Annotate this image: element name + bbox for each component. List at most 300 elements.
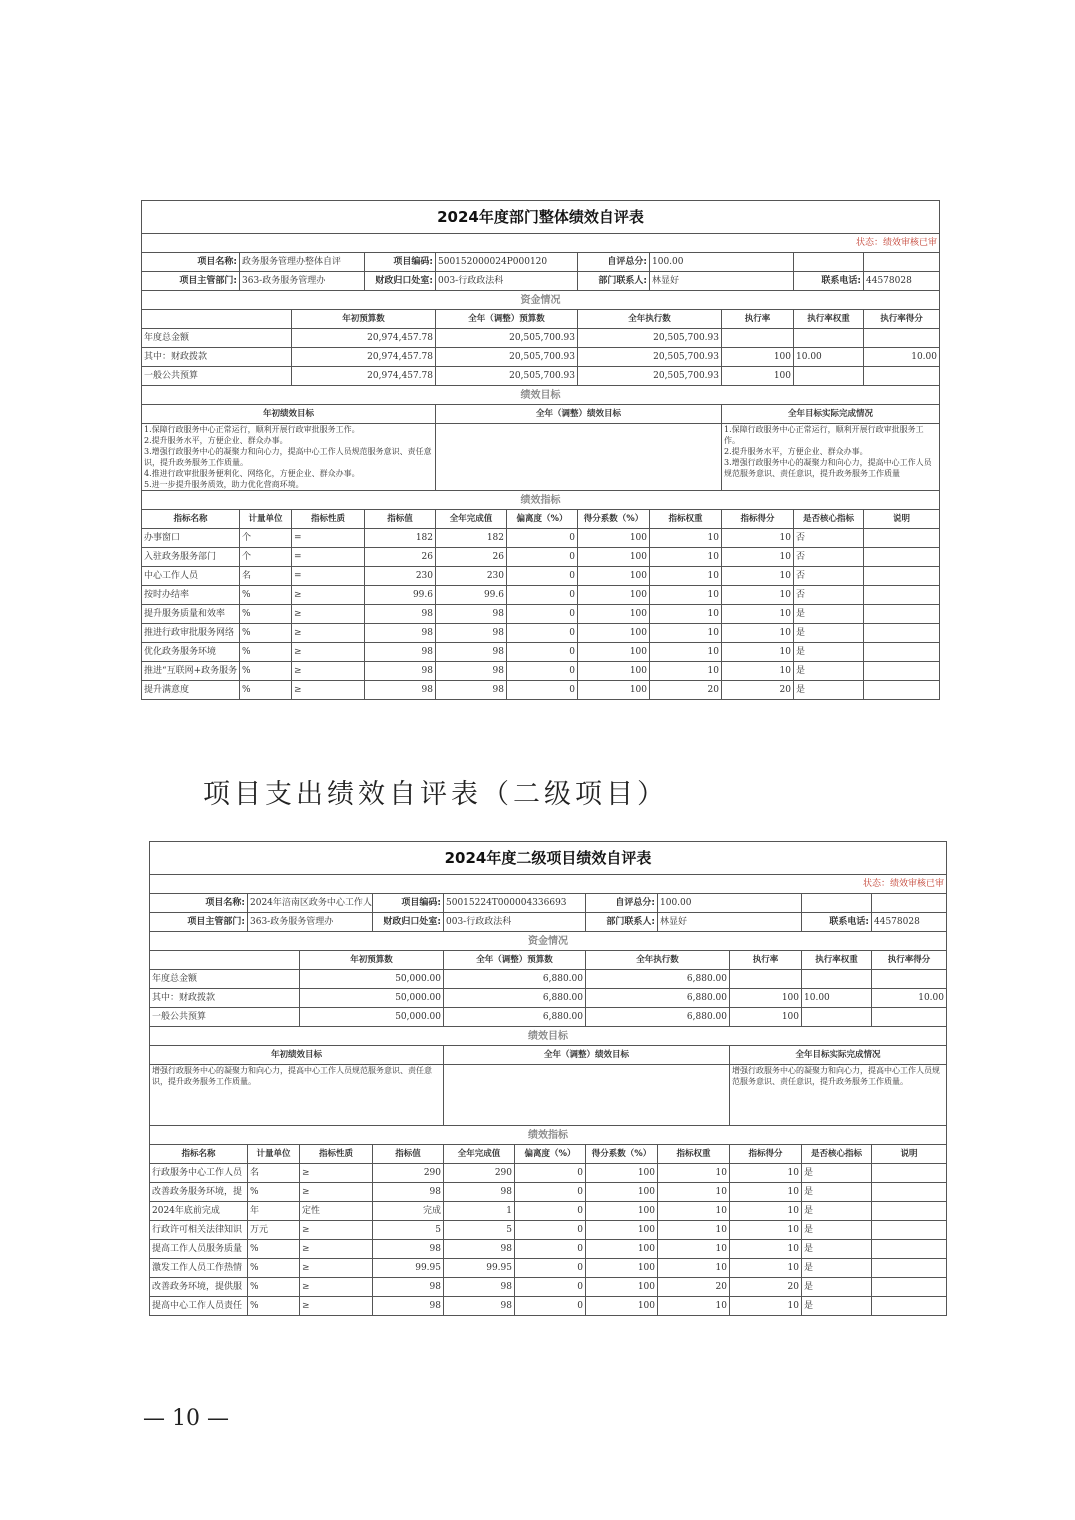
cell-weight: 10 bbox=[658, 1202, 730, 1221]
cell-note bbox=[864, 643, 940, 662]
cell-actual: 230 bbox=[436, 567, 507, 586]
col-header: 偏离度（%） bbox=[515, 1145, 586, 1164]
cell-weight: 10 bbox=[650, 662, 722, 681]
table-title: 2024年度部门整体绩效自评表 bbox=[142, 201, 940, 234]
project-name-value: 政务服务管理办整体自评 bbox=[240, 253, 365, 272]
col-header: 指标值 bbox=[365, 510, 436, 529]
cell-name: 2024年底前完成 bbox=[150, 1202, 248, 1221]
table-row bbox=[150, 1164, 947, 1183]
cell-dev: 0 bbox=[507, 605, 578, 624]
cell-note bbox=[872, 1259, 947, 1278]
cell: 20,505,700.93 bbox=[578, 329, 722, 348]
cell-weight: 10 bbox=[650, 548, 722, 567]
funds-row bbox=[142, 348, 940, 367]
field-label: 项目编码: bbox=[365, 253, 436, 272]
cell bbox=[864, 329, 940, 348]
field-label: 项目编码: bbox=[373, 894, 444, 913]
cell-coef: 100 bbox=[586, 1297, 658, 1316]
cell: 100 bbox=[722, 367, 794, 386]
finance-value: 003-行政政法科 bbox=[436, 272, 578, 291]
table-row bbox=[150, 1297, 947, 1316]
cell-nature: ≥ bbox=[300, 1164, 373, 1183]
cell-score: 10 bbox=[722, 529, 794, 548]
cell-target: 完成 bbox=[373, 1202, 444, 1221]
project-code-value: 50015224T000004336693 bbox=[444, 894, 586, 913]
cell-actual: 5 bbox=[444, 1221, 515, 1240]
cell-score: 10 bbox=[730, 1183, 802, 1202]
score-value: 100.00 bbox=[658, 894, 802, 913]
row-label: 其中：财政拨款 bbox=[150, 989, 300, 1008]
cell-nature: ≥ bbox=[300, 1278, 373, 1297]
cell-score: 10 bbox=[722, 624, 794, 643]
cell-nature: = bbox=[292, 567, 365, 586]
cell-core: 否 bbox=[794, 548, 864, 567]
cell-dev: 0 bbox=[507, 567, 578, 586]
cell-dev: 0 bbox=[515, 1297, 586, 1316]
col-header: 是否核心指标 bbox=[802, 1145, 872, 1164]
cell-core: 是 bbox=[802, 1183, 872, 1202]
cell-dev: 0 bbox=[507, 586, 578, 605]
cell-nature: ≥ bbox=[300, 1183, 373, 1202]
col-header: 执行率 bbox=[722, 310, 794, 329]
cell-weight: 10 bbox=[658, 1164, 730, 1183]
cell-core: 是 bbox=[802, 1297, 872, 1316]
table-row bbox=[150, 1183, 947, 1202]
cell-actual: 1 bbox=[444, 1202, 515, 1221]
cell-unit: % bbox=[240, 681, 292, 700]
empty-cell bbox=[872, 894, 947, 913]
empty-cell bbox=[142, 310, 292, 329]
cell-core: 否 bbox=[794, 586, 864, 605]
cell-score: 10 bbox=[722, 548, 794, 567]
cell-weight: 10 bbox=[658, 1259, 730, 1278]
cell bbox=[802, 970, 872, 989]
cell bbox=[794, 367, 864, 386]
cell bbox=[864, 367, 940, 386]
cell-weight: 10 bbox=[658, 1297, 730, 1316]
project-name-value: 2024年涪南区政务中心工作人 bbox=[248, 894, 373, 913]
cell-target: 26 bbox=[365, 548, 436, 567]
cell: 100 bbox=[722, 348, 794, 367]
cell-name: 优化政务服务环境 bbox=[142, 643, 240, 662]
cell-core: 是 bbox=[794, 681, 864, 700]
cell-unit: % bbox=[248, 1240, 300, 1259]
cell-name: 行政许可相关法律知识 bbox=[150, 1221, 248, 1240]
project-code-value: 500152000024P000120 bbox=[436, 253, 578, 272]
cell-actual: 26 bbox=[436, 548, 507, 567]
cell-unit: 个 bbox=[240, 548, 292, 567]
col-header: 是否核心指标 bbox=[794, 510, 864, 529]
field-label: 联系电话: bbox=[794, 272, 864, 291]
cell-nature: ≥ bbox=[292, 605, 365, 624]
col-header: 年初预算数 bbox=[300, 951, 444, 970]
cell-dev: 0 bbox=[515, 1183, 586, 1202]
goal-actual-text: 1.保障行政服务中心正常运行，顺利开展行政审批服务工作。 2.提升服务水平，方便企业、群众办事。 3.增强行政服务中心的凝聚力和向心力，提高中心工作人员规范服务意识、责任意识，提升政务服务工作质量 bbox=[722, 424, 940, 491]
funds-row bbox=[150, 989, 947, 1008]
cell bbox=[802, 1008, 872, 1027]
dept-value: 363-政务服务管理办 bbox=[240, 272, 365, 291]
cell-unit: % bbox=[248, 1183, 300, 1202]
col-header: 执行率得分 bbox=[864, 310, 940, 329]
col-header: 指标性质 bbox=[292, 510, 365, 529]
cell-coef: 100 bbox=[586, 1202, 658, 1221]
cell-note bbox=[864, 586, 940, 605]
cell-target: 98 bbox=[373, 1183, 444, 1202]
section-goals: 绩效目标 bbox=[150, 1027, 947, 1046]
cell: 20,974,457.78 bbox=[292, 348, 436, 367]
cell-name: 提升满意度 bbox=[142, 681, 240, 700]
cell-unit: % bbox=[248, 1259, 300, 1278]
cell-dev: 0 bbox=[507, 681, 578, 700]
field-label: 自评总分: bbox=[586, 894, 658, 913]
cell-note bbox=[864, 605, 940, 624]
empty-cell bbox=[802, 894, 872, 913]
cell-name: 激发工作人员工作热情 bbox=[150, 1259, 248, 1278]
col-header: 年初预算数 bbox=[292, 310, 436, 329]
empty-cell bbox=[864, 253, 940, 272]
field-label: 联系电话: bbox=[802, 913, 872, 932]
cell-target: 99.6 bbox=[365, 586, 436, 605]
cell-actual: 99.95 bbox=[444, 1259, 515, 1278]
cell-name: 推进行政审批服务网络 bbox=[142, 624, 240, 643]
cell: 20,974,457.78 bbox=[292, 329, 436, 348]
cell-coef: 100 bbox=[586, 1278, 658, 1297]
table-row bbox=[150, 1240, 947, 1259]
col-header: 全年目标实际完成情况 bbox=[722, 405, 940, 424]
cell-unit: % bbox=[248, 1278, 300, 1297]
table-row bbox=[142, 567, 940, 586]
cell-unit: 名 bbox=[248, 1164, 300, 1183]
dept-performance-table bbox=[141, 200, 940, 700]
col-header: 全年完成值 bbox=[436, 510, 507, 529]
field-label: 部门联系人: bbox=[578, 272, 650, 291]
cell-name: 推进“互联网+政务服务 bbox=[142, 662, 240, 681]
cell-note bbox=[872, 1164, 947, 1183]
cell-coef: 100 bbox=[586, 1183, 658, 1202]
cell-core: 是 bbox=[802, 1202, 872, 1221]
funds-row bbox=[142, 367, 940, 386]
goal-adjusted-text bbox=[444, 1065, 730, 1126]
cell-target: 98 bbox=[373, 1278, 444, 1297]
field-label: 项目主管部门: bbox=[142, 272, 240, 291]
col-header: 年初绩效目标 bbox=[142, 405, 436, 424]
col-header: 指标名称 bbox=[142, 510, 240, 529]
goal-initial-text: 增强行政服务中心的凝聚力和向心力，提高中心工作人员规范服务意识、责任意识，提升政务服务工作质量。 bbox=[150, 1065, 444, 1126]
cell-note bbox=[864, 681, 940, 700]
table-row bbox=[142, 662, 940, 681]
cell-unit: % bbox=[240, 586, 292, 605]
cell-actual: 98 bbox=[444, 1278, 515, 1297]
contact-value: 林显好 bbox=[658, 913, 802, 932]
cell: 100 bbox=[730, 1008, 802, 1027]
cell: 50,000.00 bbox=[300, 989, 444, 1008]
cell-coef: 100 bbox=[578, 643, 650, 662]
cell-core: 是 bbox=[794, 662, 864, 681]
cell-note bbox=[872, 1202, 947, 1221]
cell-dev: 0 bbox=[507, 662, 578, 681]
cell-nature: ≥ bbox=[292, 586, 365, 605]
field-label: 项目主管部门: bbox=[150, 913, 248, 932]
field-label: 部门联系人: bbox=[586, 913, 658, 932]
cell-dev: 0 bbox=[515, 1164, 586, 1183]
cell-note bbox=[872, 1183, 947, 1202]
goal-initial-text: 1.保障行政服务中心正常运行，顺利开展行政审批服务工作。 2.提升服务水平，方便企业、群众办事。 3.增强行政服务中心的凝聚力和向心力，提高中心工作人员规范服务意识、责任意识，提升政务服务工作质量。 4.推进行政审批服务便利化、网络化，方便企业、群众办事。 5.进一步提升服务质效，助力优化营商环境。 bbox=[142, 424, 436, 491]
cell: 6,880.00 bbox=[444, 970, 586, 989]
cell: 20,505,700.93 bbox=[436, 348, 578, 367]
cell-nature: ≥ bbox=[292, 662, 365, 681]
cell-note bbox=[872, 1221, 947, 1240]
cell: 10.00 bbox=[864, 348, 940, 367]
col-header: 指标权重 bbox=[658, 1145, 730, 1164]
cell-core: 是 bbox=[794, 605, 864, 624]
cell-unit: 名 bbox=[240, 567, 292, 586]
cell-nature: ≥ bbox=[292, 643, 365, 662]
cell-dev: 0 bbox=[515, 1240, 586, 1259]
col-header: 得分系数（%） bbox=[586, 1145, 658, 1164]
empty-cell bbox=[150, 951, 300, 970]
cell-nature: ≥ bbox=[300, 1297, 373, 1316]
cell-weight: 10 bbox=[650, 624, 722, 643]
cell-target: 98 bbox=[365, 681, 436, 700]
col-header: 全年完成值 bbox=[444, 1145, 515, 1164]
cell-score: 10 bbox=[730, 1297, 802, 1316]
cell-target: 98 bbox=[373, 1297, 444, 1316]
col-header: 全年（调整）绩效目标 bbox=[436, 405, 722, 424]
cell-nature: ≥ bbox=[292, 681, 365, 700]
col-header: 全年目标实际完成情况 bbox=[730, 1046, 947, 1065]
cell-actual: 98 bbox=[444, 1297, 515, 1316]
funds-row bbox=[150, 1008, 947, 1027]
cell-score: 10 bbox=[722, 662, 794, 681]
row-label: 一般公共预算 bbox=[150, 1008, 300, 1027]
row-label: 其中：财政拨款 bbox=[142, 348, 292, 367]
col-header: 说明 bbox=[864, 510, 940, 529]
cell: 100 bbox=[730, 989, 802, 1008]
field-label: 项目名称: bbox=[142, 253, 240, 272]
cell: 10.00 bbox=[802, 989, 872, 1008]
cell-dev: 0 bbox=[515, 1221, 586, 1240]
goal-adjusted-text bbox=[436, 424, 722, 491]
cell: 20,505,700.93 bbox=[578, 348, 722, 367]
cell-name: 中心工作人员 bbox=[142, 567, 240, 586]
cell-weight: 10 bbox=[658, 1183, 730, 1202]
cell bbox=[722, 329, 794, 348]
cell-actual: 98 bbox=[436, 681, 507, 700]
cell-actual: 98 bbox=[444, 1240, 515, 1259]
table-row bbox=[142, 624, 940, 643]
cell-dev: 0 bbox=[515, 1202, 586, 1221]
phone-value: 44578028 bbox=[872, 913, 947, 932]
cell-score: 10 bbox=[730, 1221, 802, 1240]
cell-weight: 10 bbox=[658, 1240, 730, 1259]
cell-coef: 100 bbox=[578, 548, 650, 567]
cell-actual: 98 bbox=[436, 643, 507, 662]
cell-score: 20 bbox=[730, 1278, 802, 1297]
cell-target: 230 bbox=[365, 567, 436, 586]
section-goals: 绩效目标 bbox=[142, 386, 940, 405]
cell-actual: 99.6 bbox=[436, 586, 507, 605]
cell: 20,974,457.78 bbox=[292, 367, 436, 386]
cell-weight: 10 bbox=[650, 567, 722, 586]
funds-row bbox=[142, 329, 940, 348]
cell-core: 是 bbox=[802, 1240, 872, 1259]
cell: 6,880.00 bbox=[586, 970, 730, 989]
cell-target: 98 bbox=[365, 662, 436, 681]
cell-core: 否 bbox=[794, 529, 864, 548]
cell-score: 10 bbox=[722, 605, 794, 624]
cell-score: 10 bbox=[722, 586, 794, 605]
cell-note bbox=[864, 529, 940, 548]
table-row bbox=[150, 1202, 947, 1221]
cell-core: 否 bbox=[794, 567, 864, 586]
cell-unit: % bbox=[240, 662, 292, 681]
cell-weight: 20 bbox=[650, 681, 722, 700]
cell-target: 98 bbox=[373, 1240, 444, 1259]
cell: 10.00 bbox=[872, 989, 947, 1008]
goal-actual-text: 增强行政服务中心的凝聚力和向心力，提高中心工作人员规范服务意识、责任意识，提升政务服务工作质量。 bbox=[730, 1065, 947, 1126]
col-header: 说明 bbox=[872, 1145, 947, 1164]
col-header: 指标性质 bbox=[300, 1145, 373, 1164]
table-row bbox=[150, 1278, 947, 1297]
page-number: — 10 — bbox=[143, 1406, 229, 1431]
cell-name: 提高工作人员服务质量 bbox=[150, 1240, 248, 1259]
section-heading: 项目支出绩效自评表（二级项目） bbox=[203, 779, 668, 810]
cell-coef: 100 bbox=[578, 624, 650, 643]
cell-target: 99.95 bbox=[373, 1259, 444, 1278]
score-value: 100.00 bbox=[650, 253, 794, 272]
cell-score: 10 bbox=[730, 1164, 802, 1183]
cell-target: 98 bbox=[365, 643, 436, 662]
cell-nature: = bbox=[292, 548, 365, 567]
table-title: 2024年度二级项目绩效自评表 bbox=[150, 842, 947, 875]
cell: 6,880.00 bbox=[586, 1008, 730, 1027]
cell-dev: 0 bbox=[515, 1278, 586, 1297]
cell-dev: 0 bbox=[507, 529, 578, 548]
cell-coef: 100 bbox=[586, 1240, 658, 1259]
cell-nature: ≥ bbox=[300, 1259, 373, 1278]
cell bbox=[872, 970, 947, 989]
cell-coef: 100 bbox=[578, 681, 650, 700]
col-header: 执行率得分 bbox=[872, 951, 947, 970]
field-label: 自评总分: bbox=[578, 253, 650, 272]
cell: 20,505,700.93 bbox=[436, 367, 578, 386]
dept-value: 363-政务服务管理办 bbox=[248, 913, 373, 932]
cell-name: 提升服务质量和效率 bbox=[142, 605, 240, 624]
row-label: 年度总金额 bbox=[150, 970, 300, 989]
col-header: 全年（调整）绩效目标 bbox=[444, 1046, 730, 1065]
cell-name: 改善政务环境，提供服 bbox=[150, 1278, 248, 1297]
field-label: 财政归口处室: bbox=[373, 913, 444, 932]
col-header: 执行率权重 bbox=[794, 310, 864, 329]
cell-core: 是 bbox=[802, 1278, 872, 1297]
empty-cell bbox=[794, 253, 864, 272]
cell-dev: 0 bbox=[507, 643, 578, 662]
cell-nature: 定性 bbox=[300, 1202, 373, 1221]
cell-nature: ≥ bbox=[300, 1221, 373, 1240]
cell-coef: 100 bbox=[578, 662, 650, 681]
cell-nature: = bbox=[292, 529, 365, 548]
cell-name: 入驻政务服务部门 bbox=[142, 548, 240, 567]
contact-value: 林显好 bbox=[650, 272, 794, 291]
cell-target: 290 bbox=[373, 1164, 444, 1183]
cell: 6,880.00 bbox=[444, 1008, 586, 1027]
cell-weight: 10 bbox=[658, 1221, 730, 1240]
cell-actual: 98 bbox=[436, 624, 507, 643]
cell-note bbox=[864, 662, 940, 681]
section-indicators: 绩效指标 bbox=[150, 1126, 947, 1145]
section-funds: 资金情况 bbox=[142, 291, 940, 310]
cell-note bbox=[872, 1278, 947, 1297]
cell-note bbox=[864, 567, 940, 586]
row-label: 年度总金额 bbox=[142, 329, 292, 348]
col-header: 执行率权重 bbox=[802, 951, 872, 970]
col-header: 指标权重 bbox=[650, 510, 722, 529]
table-row bbox=[142, 605, 940, 624]
col-header: 指标得分 bbox=[730, 1145, 802, 1164]
status-text: 状态：绩效审核已审 bbox=[142, 234, 940, 253]
col-header: 全年执行数 bbox=[586, 951, 730, 970]
cell-score: 20 bbox=[722, 681, 794, 700]
col-header: 全年执行数 bbox=[578, 310, 722, 329]
table-row bbox=[142, 586, 940, 605]
cell-actual: 182 bbox=[436, 529, 507, 548]
cell-actual: 290 bbox=[444, 1164, 515, 1183]
col-header: 执行率 bbox=[730, 951, 802, 970]
table-row bbox=[150, 1259, 947, 1278]
cell-coef: 100 bbox=[586, 1164, 658, 1183]
cell-unit: % bbox=[240, 624, 292, 643]
table-row bbox=[142, 681, 940, 700]
cell bbox=[794, 329, 864, 348]
phone-value: 44578028 bbox=[864, 272, 940, 291]
cell-nature: ≥ bbox=[292, 624, 365, 643]
cell-target: 98 bbox=[365, 624, 436, 643]
cell: 50,000.00 bbox=[300, 1008, 444, 1027]
cell-coef: 100 bbox=[586, 1259, 658, 1278]
cell-note bbox=[864, 624, 940, 643]
cell-coef: 100 bbox=[578, 605, 650, 624]
cell-note bbox=[872, 1240, 947, 1259]
cell-unit: 万元 bbox=[248, 1221, 300, 1240]
cell-weight: 20 bbox=[658, 1278, 730, 1297]
col-header: 全年（调整）预算数 bbox=[436, 310, 578, 329]
cell-core: 是 bbox=[802, 1164, 872, 1183]
col-header: 偏离度（%） bbox=[507, 510, 578, 529]
cell-unit: % bbox=[248, 1297, 300, 1316]
col-header: 指标得分 bbox=[722, 510, 794, 529]
cell: 6,880.00 bbox=[586, 989, 730, 1008]
field-label: 财政归口处室: bbox=[365, 272, 436, 291]
cell: 50,000.00 bbox=[300, 970, 444, 989]
cell-target: 182 bbox=[365, 529, 436, 548]
row-label: 一般公共预算 bbox=[142, 367, 292, 386]
cell-core: 是 bbox=[802, 1221, 872, 1240]
cell: 20,505,700.93 bbox=[436, 329, 578, 348]
cell-unit: 年 bbox=[248, 1202, 300, 1221]
table-row bbox=[142, 643, 940, 662]
cell-dev: 0 bbox=[507, 548, 578, 567]
cell-actual: 98 bbox=[444, 1183, 515, 1202]
cell-actual: 98 bbox=[436, 662, 507, 681]
cell-coef: 100 bbox=[586, 1221, 658, 1240]
cell-score: 10 bbox=[730, 1202, 802, 1221]
cell-nature: ≥ bbox=[300, 1240, 373, 1259]
cell: 6,880.00 bbox=[444, 989, 586, 1008]
funds-row bbox=[150, 970, 947, 989]
cell-weight: 10 bbox=[650, 529, 722, 548]
cell: 20,505,700.93 bbox=[578, 367, 722, 386]
section-funds: 资金情况 bbox=[150, 932, 947, 951]
